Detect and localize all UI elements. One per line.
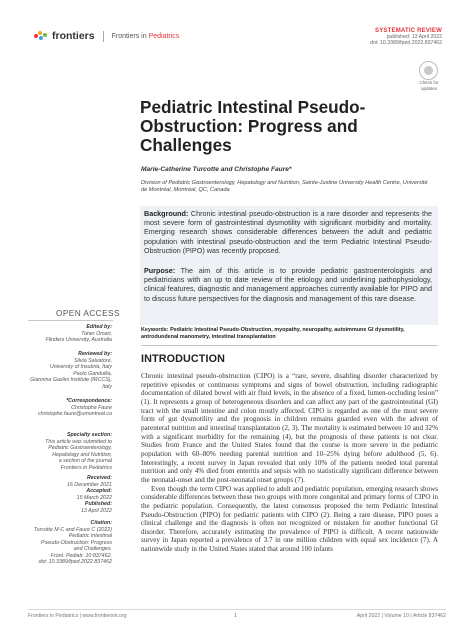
editor-affiliation: Flinders University, Australia xyxy=(45,337,112,343)
intro-paragraph-1: Chronic intestinal pseudo-obstruction (CIPO) is a “rare, severe, disabling disorder characterized by repetitive episodes or continuous symptoms and signs of bowel obstruction, including radiographic documentation of dilated bowel with air fluid levels, in the absence of a fixed, lumen-occluding lesion” (1). It represents a group of heterogeneous disorders and can affect any part of the gastrointestinal (GI) tract with the small intestine and colon mostly affected. CIPO is regarded as one of the most severe form of gut dysmotility and the prognosis in children remains guarded even with the advent of parenteral nutrition and intestinal transplantation (2, 3). The mortality is estimated between 10 and 32% with a significant morbidity for the remaining (4), but the prognosis of these patients is not clear. Studies from France and the United States found that the course is more severe in the pediatric population with 60–80% needing parental nutrition and 10–25% dying before adulthood (5, 6). Interestingly, a recent survey in Japan revealed that only 10% of the patients needed total parental nutrition and only 4% died from enteritis and sepsis with no statistically significant difference between the neonatal-onset and the post-neonatal onset groups (7). xyxy=(141,372,438,484)
reviewed-by xyxy=(28,351,112,390)
correspondence-label: *Correspondence: xyxy=(66,398,112,404)
edited-by xyxy=(28,324,112,344)
specialty-line: Pediatric Gastroenterology, xyxy=(48,445,112,451)
specialty-line: Hepatology and Nutrition, xyxy=(52,451,112,458)
abstract-background xyxy=(144,209,432,255)
keywords-label: Keywords: xyxy=(141,327,169,333)
specialty-label: Specialty section: xyxy=(66,432,112,438)
journal-prefix: Frontiers in xyxy=(111,32,147,40)
footer-journal[interactable]: Frontiers in Pediatrics | www.frontiersin.org xyxy=(28,613,127,619)
background-text: Chronic intestinal pseudo-obstruction is a rare disorder and represents the most severe form of gastrointestinal dysmotility with significant morbidity and mortality. Emerging research shows considerable differences between the adult and pediatric population with intestinal pseudo-obstruction and the term Pediatric Intestinal Pseudo-Obstruction (PIPO) was recently proposed. xyxy=(144,209,432,255)
edited-by-label: Edited by: xyxy=(86,324,112,330)
citation-line: Turcotte M-C and Faure C (2022) xyxy=(33,526,112,533)
article-type: SYSTEMATIC REVIEW xyxy=(375,28,442,34)
header-logo[interactable] xyxy=(34,30,179,42)
citation-line: Pseudo-Obstruction: Progress xyxy=(41,539,112,546)
check-updates-label[interactable]: Check for updates xyxy=(419,80,439,91)
open-access-label: OPEN ACCESS xyxy=(56,308,120,318)
citation-line: Pediatric Intestinal xyxy=(68,533,112,539)
reviewer-affiliation: University of Insubria, Italy xyxy=(49,364,112,370)
introduction-body xyxy=(141,372,438,554)
section-heading-introduction: INTRODUCTION xyxy=(141,353,225,365)
editor-name: Taher Omari, xyxy=(81,330,112,337)
correspondence-name: Christophe Faure xyxy=(71,404,112,411)
specialty-line: a section of the journal xyxy=(58,458,112,464)
publisher-name: frontiers xyxy=(52,30,95,42)
reviewer-affiliation: Italy xyxy=(102,383,112,390)
author-affiliation: Division of Pediatric Gastroenterology, Hepatology and Nutrition, Sainte-Justine University Health Centre, Université de Montréal, Montréal, QC, Canada xyxy=(141,180,428,194)
citation-line: Front. Pediatr. 10:837462. xyxy=(50,552,112,559)
intro-paragraph-2: Even though the term CIPO was applied to adult and pediatric population, emerging research shows considerable differences between these two groups with more congenital and primary forms of CIPO in the pediatric population. Consequently, the latest consensus proposed the term Pediatric Intestinal Pseudo-Obstruction (PIPO) for pediatric patients with CIPO (2). Being a rare disease, PIPO poses a clinical challenge and the diagnosis is often not recognized or mistaken for another functional GI disorder. Therefore, accurately estimating the prevalence of PIPO is difficult. A recent nationwide survey in Japan reported a prevalence of 3.7 in one million children with equal sex incidence (7). A nationwide study in the United States stated that around 100 infants xyxy=(141,484,438,554)
abstract-purpose xyxy=(144,266,432,303)
accepted-label: Accepted: xyxy=(86,488,112,494)
specialty-line: Frontiers in Pediatrics xyxy=(60,464,112,471)
citation-line: and Challenges. xyxy=(73,546,112,552)
citation-doi[interactable]: doi: 10.3389/fped.2022.837462 xyxy=(38,559,112,565)
article-title: Pediatric Intestinal Pseudo-Obstruction: Progress and Challenges xyxy=(140,97,366,155)
received-date: 16 December 2021 xyxy=(66,481,112,488)
article-meta-header xyxy=(370,28,442,47)
purpose-text: The aim of this article is to provide pediatric gastroenterologists and pediatricians with an up to date review of the etiology and underlining pathophysiology, clinical features, diagnostic and management approaches currently available for PIPO and to discuss future perspectives for the diagnosis and management of this rare disease. xyxy=(144,266,432,303)
citation-label: Citation: xyxy=(90,520,112,526)
check-updates-icon[interactable] xyxy=(419,61,438,80)
specialty-section xyxy=(28,432,112,471)
keywords-text: Pediatric Intestinal Pseudo-Obstruction, myopathy, neuropathy, autoimmune GI dysmotility, antroduodenal manometry, intestinal transplantation xyxy=(141,327,405,340)
sidebar-divider xyxy=(28,320,113,321)
published-label: Published: xyxy=(84,501,112,507)
correspondence-email[interactable]: christophe.faure@umontreal.ca xyxy=(38,411,112,417)
background-label: Background: xyxy=(144,209,189,218)
article-dates xyxy=(28,475,112,514)
journal-title: Pediatrics xyxy=(148,32,180,40)
abstract-box xyxy=(140,206,438,325)
footer-page-number: 1 xyxy=(234,613,237,619)
footer-divider xyxy=(28,609,446,610)
frontiers-logo-icon xyxy=(34,31,48,41)
keywords-divider xyxy=(141,345,438,346)
reviewer-name: Silvia Salvatore, xyxy=(74,357,112,364)
doi-link[interactable]: doi: 10.3389/fped.2022.837462 xyxy=(370,40,442,47)
specialty-line: This article was submitted to xyxy=(45,438,112,445)
received-label: Received: xyxy=(86,475,112,481)
citation xyxy=(28,520,112,566)
published-date: published: 13 April 2022 xyxy=(386,34,442,40)
reviewer-name: Paolo Gandullia, xyxy=(73,370,112,377)
logo-divider xyxy=(103,31,104,42)
reviewed-by-label: Reviewed by: xyxy=(78,351,112,357)
article-authors: Marie-Catherine Turcotte and Christophe Faure* xyxy=(141,166,292,173)
keywords xyxy=(141,327,437,341)
published-date-sidebar: 13 April 2022 xyxy=(80,507,112,514)
purpose-label: Purpose: xyxy=(144,266,176,275)
reviewer-affiliation: Giannina Gaslini Institute (IRCCS), xyxy=(30,377,112,383)
accepted-date: 15 March 2022 xyxy=(76,494,112,501)
journal-name xyxy=(112,33,180,40)
footer-issue: April 2022 | Volume 10 | Article 837462 xyxy=(356,613,446,619)
correspondence xyxy=(28,398,112,418)
